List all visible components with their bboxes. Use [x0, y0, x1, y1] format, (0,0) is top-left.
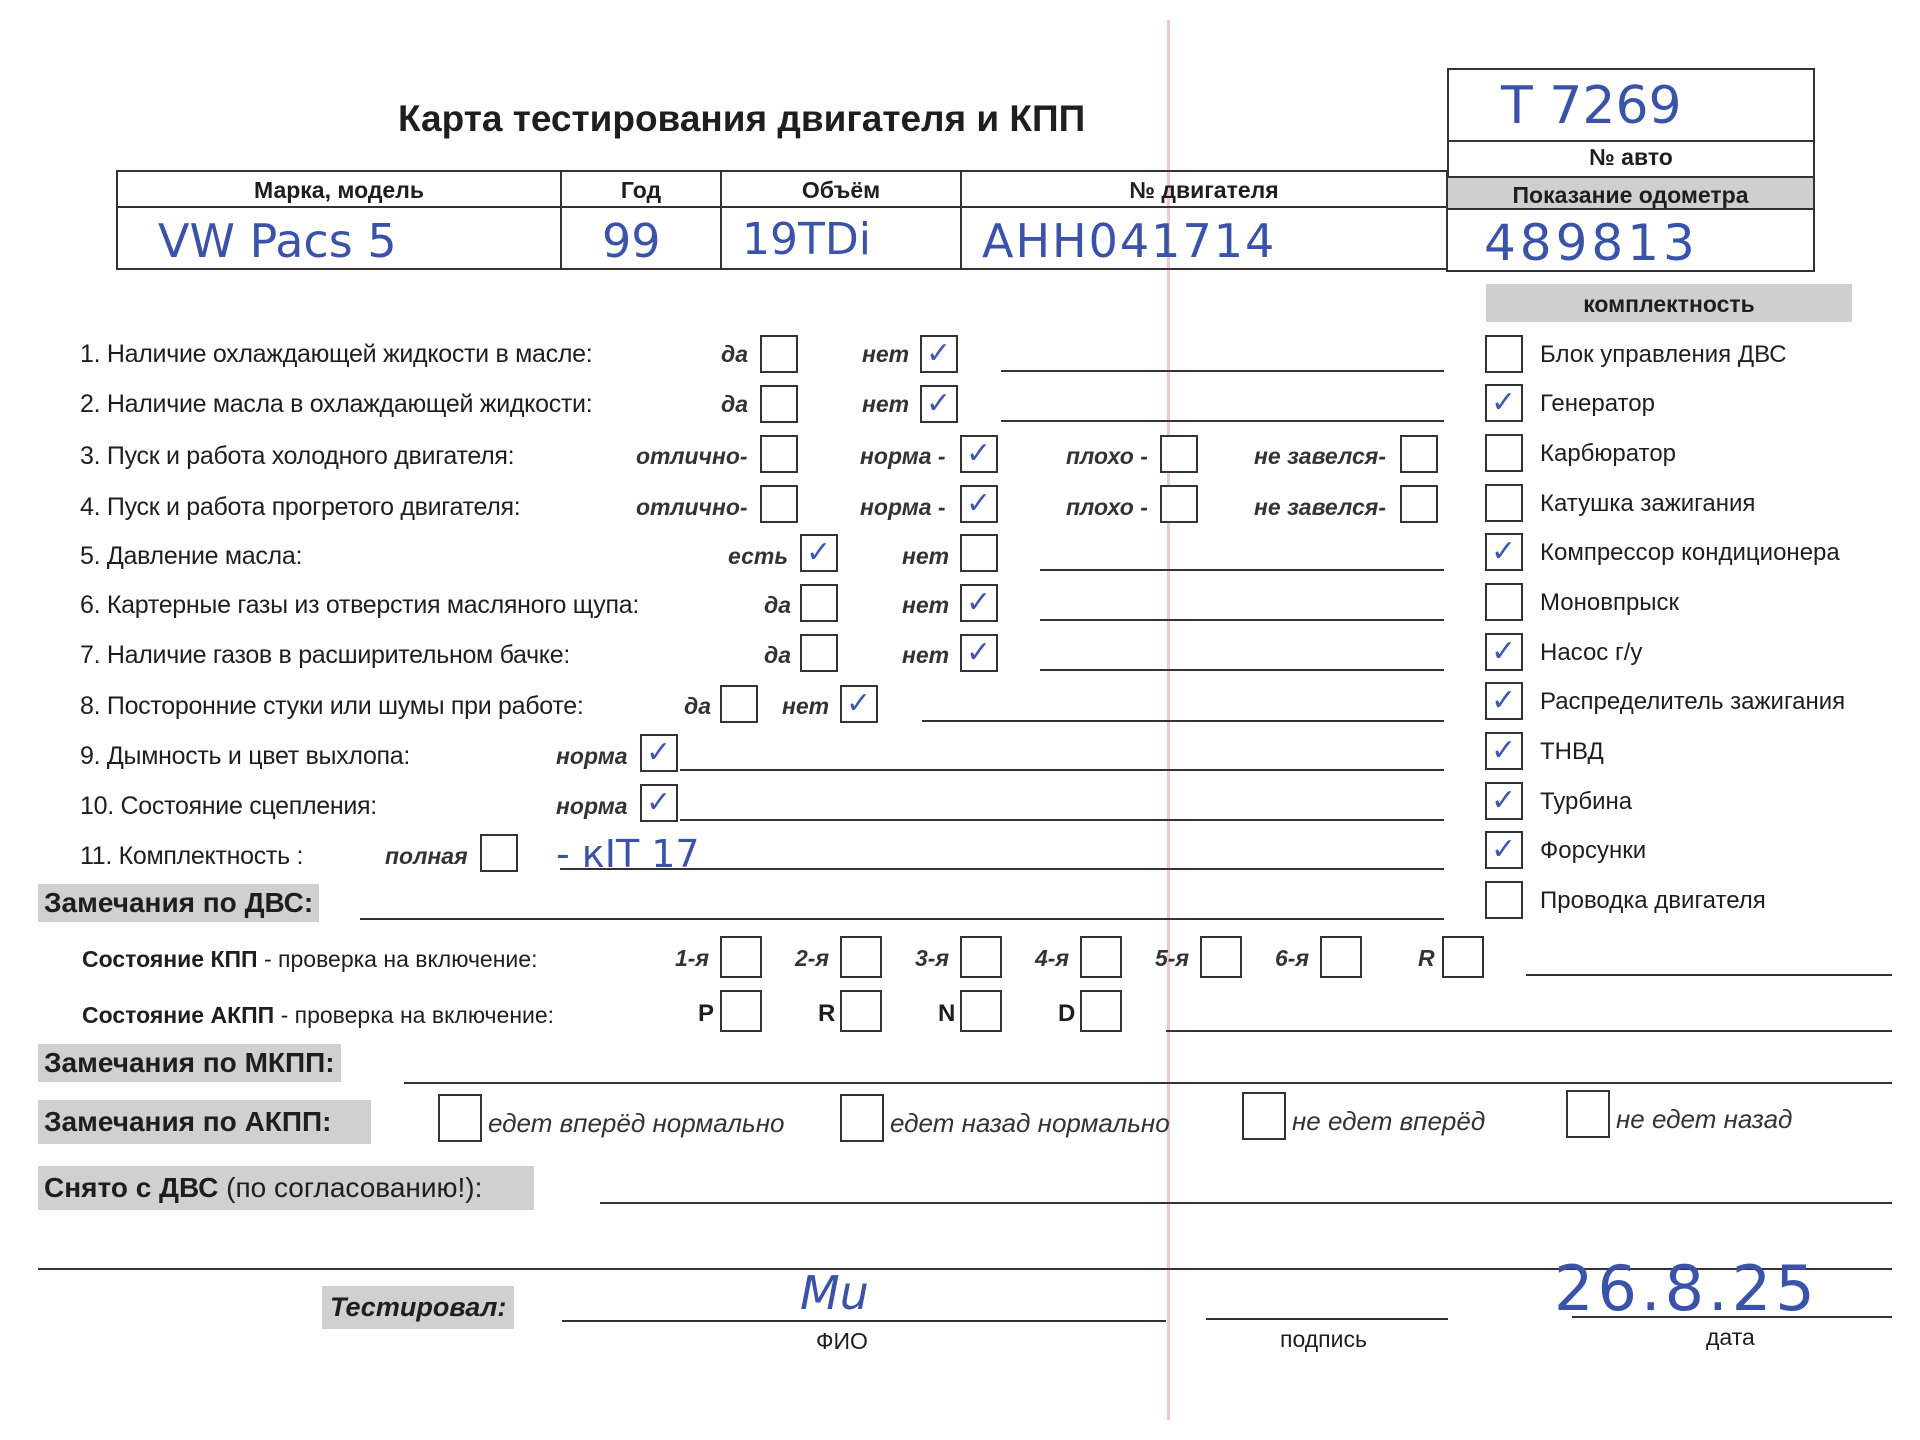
- check-2-note-line[interactable]: [1001, 420, 1444, 422]
- check-6-no-checkbox[interactable]: ✓: [960, 584, 998, 622]
- akpp-backward-ok-label: едет назад нормально: [890, 1108, 1170, 1138]
- comp-injectors-checkbox[interactable]: ✓: [1485, 831, 1523, 869]
- check-2-opt-no-label: нет: [862, 391, 910, 417]
- akpp-gear-p-label: P: [698, 1000, 715, 1027]
- check-4-opt-bad-label: плохо -: [1066, 494, 1148, 520]
- check-11-note-line[interactable]: [560, 868, 1444, 870]
- check-7-no-checkbox[interactable]: ✓: [960, 634, 998, 672]
- comp-ignition-coil-label: Катушка зажигания: [1540, 490, 1756, 517]
- comp-carburetor-label: Карбюратор: [1540, 440, 1677, 467]
- check-8-opt-yes-label: да: [684, 693, 712, 719]
- comp-turbine-label: Турбина: [1540, 788, 1633, 815]
- comp-ps-pump-label: Насос г/у: [1540, 639, 1643, 666]
- check-11-full-checkbox[interactable]: [480, 834, 518, 872]
- volume-header: Объём: [720, 170, 962, 208]
- check-7-note-line[interactable]: [1040, 669, 1444, 671]
- comp-ac-compressor-label: Компрессор кондиционера: [1540, 539, 1840, 566]
- comp-turbine-checkbox[interactable]: ✓: [1485, 782, 1523, 820]
- comp-injectors-label: Форсунки: [1540, 837, 1647, 864]
- check-4-bad-checkbox[interactable]: [1160, 485, 1198, 523]
- comp-ac-compressor-checkbox[interactable]: ✓: [1485, 533, 1523, 571]
- completeness-title: комплектность: [1486, 284, 1852, 322]
- akpp-label: Состояние АКПП - проверка на включение:: [82, 1002, 555, 1028]
- akpp-gear-n-checkbox[interactable]: [960, 990, 1002, 1032]
- comp-ecu-checkbox[interactable]: [1485, 335, 1523, 373]
- odometer-header: Показание одометра: [1446, 176, 1815, 210]
- check-9-opt-normal-label: норма: [556, 743, 628, 769]
- check-10-label: 10. Состояние сцепления:: [80, 792, 377, 820]
- check-3-opt-bad-label: плохо -: [1066, 443, 1148, 469]
- check-3-opt-nostart-label: не завелся-: [1254, 443, 1386, 469]
- check-3-bad-checkbox[interactable]: [1160, 435, 1198, 473]
- date-line[interactable]: [1572, 1316, 1892, 1318]
- check-5-opt-yes-label: есть: [728, 543, 788, 569]
- check-2-opt-yes-label: да: [721, 391, 749, 417]
- kpp-label: Состояние КПП - проверка на включение:: [82, 946, 538, 972]
- check-7-label: 7. Наличие газов в расширительном бачке:: [80, 641, 570, 669]
- check-1-no-checkbox[interactable]: ✓: [920, 335, 958, 373]
- check-1-label: 1. Наличие охлаждающей жидкости в масле:: [80, 340, 593, 368]
- kpp-gear-1-checkbox[interactable]: [720, 936, 762, 978]
- mkpp-remarks-line[interactable]: [404, 1082, 1892, 1084]
- check-3-nostart-checkbox[interactable]: [1400, 435, 1438, 473]
- comp-generator-checkbox[interactable]: ✓: [1485, 384, 1523, 422]
- check-4-label: 4. Пуск и работа прогретого двигателя:: [80, 493, 521, 521]
- check-2-yes-checkbox[interactable]: [760, 385, 798, 423]
- check-8-yes-checkbox[interactable]: [720, 685, 758, 723]
- akpp-gear-d-checkbox[interactable]: [1080, 990, 1122, 1032]
- akpp-forward-ok-label: едет вперёд нормально: [488, 1108, 785, 1138]
- comp-distributor-checkbox[interactable]: ✓: [1485, 682, 1523, 720]
- kpp-gear-6-label: 6-я: [1275, 945, 1309, 971]
- check-11-note: - кIТ 17: [556, 832, 700, 876]
- check-3-opt-normal-label: норма -: [860, 443, 946, 469]
- check-6-yes-checkbox[interactable]: [800, 584, 838, 622]
- engine-no-field[interactable]: AHH041714: [960, 206, 1448, 270]
- comp-ignition-coil-checkbox[interactable]: [1485, 484, 1523, 522]
- akpp-gear-r-label: R: [818, 1000, 836, 1027]
- car-number-field[interactable]: [1447, 68, 1815, 142]
- comp-generator-label: Генератор: [1540, 390, 1655, 417]
- kpp-gear-3-label: 3-я: [915, 945, 949, 971]
- check-10-normal-checkbox[interactable]: ✓: [640, 784, 678, 822]
- check-6-note-line[interactable]: [1040, 619, 1444, 621]
- car-number-label: № авто: [1589, 144, 1673, 170]
- year-header: Год: [560, 170, 722, 208]
- check-8-label: 8. Посторонние стуки или шумы при работе:: [80, 692, 584, 720]
- removed-label: Снято с ДВС (по согласованию!):: [38, 1166, 534, 1210]
- kpp-gear-r-label: R: [1418, 945, 1435, 971]
- check-4-nostart-checkbox[interactable]: [1400, 485, 1438, 523]
- check-3-excellent-checkbox[interactable]: [760, 435, 798, 473]
- check-5-no-checkbox[interactable]: [960, 534, 998, 572]
- check-3-normal-checkbox[interactable]: ✓: [960, 435, 998, 473]
- comp-ps-pump-checkbox[interactable]: ✓: [1485, 633, 1523, 671]
- check-1-opt-no-label: нет: [862, 341, 910, 367]
- comp-wiring-checkbox[interactable]: [1485, 881, 1523, 919]
- akpp-remarks-label: Замечания по АКПП:: [38, 1100, 371, 1144]
- kpp-gear-4-label: 4-я: [1035, 945, 1069, 971]
- kpp-gear-r-checkbox[interactable]: [1442, 936, 1484, 978]
- engine-no-header: № двигателя: [960, 170, 1448, 208]
- check-3-label: 3. Пуск и работа холодного двигателя:: [80, 442, 515, 470]
- akpp-gear-p-checkbox[interactable]: [720, 990, 762, 1032]
- check-7-opt-no-label: нет: [902, 642, 950, 668]
- check-9-label: 9. Дымность и цвет выхлопа:: [80, 742, 411, 770]
- kpp-gear-4-checkbox[interactable]: [1080, 936, 1122, 978]
- removed-line-1[interactable]: [600, 1202, 1892, 1204]
- comp-distributor-label: Распределитель зажигания: [1540, 688, 1846, 715]
- kpp-gear-5-label: 5-я: [1155, 945, 1189, 971]
- check-2-label: 2. Наличие масла в охлаждающей жидкости:: [80, 390, 593, 418]
- check-5-note-line[interactable]: [1040, 569, 1444, 571]
- model-field[interactable]: VW Pacs 5: [116, 206, 562, 270]
- check-4-opt-nostart-label: не завелся-: [1254, 494, 1386, 520]
- check-5-yes-checkbox[interactable]: ✓: [800, 534, 838, 572]
- check-1-note-line[interactable]: [1001, 370, 1444, 372]
- comp-ecu-label: Блок управления ДВС: [1540, 341, 1787, 368]
- check-8-note-line[interactable]: [922, 720, 1444, 722]
- check-8-no-checkbox[interactable]: ✓: [840, 685, 878, 723]
- kpp-gear-3-checkbox[interactable]: [960, 936, 1002, 978]
- comp-mono-injection-checkbox[interactable]: [1485, 583, 1523, 621]
- fio-label: ФИО: [816, 1328, 868, 1354]
- page-title: Карта тестирования двигателя и КПП: [398, 98, 1086, 139]
- check-7-opt-yes-label: да: [764, 642, 792, 668]
- car-number-value: T 7269: [1501, 76, 1682, 136]
- akpp-forward-ok-checkbox[interactable]: [438, 1094, 482, 1142]
- comp-carburetor-checkbox[interactable]: [1485, 434, 1523, 472]
- check-10-note-line[interactable]: [680, 819, 1444, 821]
- akpp-note-line[interactable]: [1166, 1030, 1892, 1032]
- signature-line[interactable]: [1206, 1318, 1448, 1320]
- tested-label: Тестировал:: [322, 1286, 514, 1329]
- kpp-gear-6-checkbox[interactable]: [1320, 936, 1362, 978]
- fio-value: Mu: [800, 1266, 869, 1320]
- comp-wiring-label: Проводка двигателя: [1540, 887, 1766, 914]
- check-4-opt-normal-label: норма -: [860, 494, 946, 520]
- check-11-label: 11. Комплектность :: [80, 842, 304, 870]
- akpp-gear-d-label: D: [1058, 1000, 1076, 1027]
- akpp-backward-ok-checkbox[interactable]: [840, 1094, 884, 1142]
- akpp-gear-r-checkbox[interactable]: [840, 990, 882, 1032]
- comp-tnvd-checkbox[interactable]: ✓: [1485, 732, 1523, 770]
- fio-line[interactable]: [562, 1320, 1166, 1322]
- check-9-normal-checkbox[interactable]: ✓: [640, 734, 678, 772]
- check-4-normal-checkbox[interactable]: ✓: [960, 485, 998, 523]
- check-6-opt-no-label: нет: [902, 592, 950, 618]
- year-field[interactable]: 99: [560, 206, 722, 270]
- comp-mono-injection-label: Моновпрыск: [1540, 589, 1680, 616]
- check-6-opt-yes-label: да: [764, 592, 792, 618]
- akpp-no-backward-checkbox[interactable]: [1566, 1090, 1610, 1138]
- check-2-no-checkbox[interactable]: ✓: [920, 385, 958, 423]
- check-3-opt-excellent-label: отлично-: [636, 443, 748, 469]
- volume-field[interactable]: 19TDi: [720, 206, 962, 270]
- check-8-opt-no-label: нет: [782, 693, 830, 719]
- check-6-label: 6. Картерные газы из отверстия масляного щупа:: [80, 591, 639, 619]
- check-1-yes-checkbox[interactable]: [760, 335, 798, 373]
- kpp-note-line[interactable]: [1526, 974, 1892, 976]
- dvs-remarks-label: Замечания по ДВС:: [38, 884, 319, 922]
- check-4-opt-excellent-label: отлично-: [636, 494, 748, 520]
- kpp-gear-2-label: 2-я: [795, 945, 829, 971]
- dvs-remarks-line[interactable]: [360, 918, 1444, 920]
- akpp-no-backward-label: не едет назад: [1616, 1104, 1793, 1134]
- date-label: дата: [1706, 1324, 1755, 1350]
- date-value: 26.8.25: [1554, 1252, 1819, 1325]
- signature-label: подпись: [1280, 1326, 1367, 1352]
- check-4-excellent-checkbox[interactable]: [760, 485, 798, 523]
- car-number-label-cell: [1447, 140, 1815, 178]
- mkpp-remarks-label: Замечания по МКПП:: [38, 1044, 341, 1082]
- check-5-label: 5. Давление масла:: [80, 542, 303, 570]
- check-1-opt-yes-label: да: [721, 341, 749, 367]
- akpp-no-forward-checkbox[interactable]: [1242, 1092, 1286, 1140]
- check-10-opt-normal-label: норма: [556, 793, 628, 819]
- kpp-gear-5-checkbox[interactable]: [1200, 936, 1242, 978]
- model-header: Марка, модель: [116, 170, 562, 208]
- kpp-gear-2-checkbox[interactable]: [840, 936, 882, 978]
- check-9-note-line[interactable]: [680, 769, 1444, 771]
- akpp-gear-n-label: N: [938, 1000, 956, 1027]
- check-7-yes-checkbox[interactable]: [800, 634, 838, 672]
- odometer-field[interactable]: 489813: [1446, 208, 1815, 272]
- comp-tnvd-label: ТНВД: [1540, 738, 1604, 765]
- check-5-opt-no-label: нет: [902, 543, 950, 569]
- akpp-no-forward-label: не едет вперёд: [1292, 1106, 1486, 1136]
- kpp-gear-1-label: 1-я: [675, 945, 709, 971]
- check-11-opt-full-label: полная: [385, 843, 468, 869]
